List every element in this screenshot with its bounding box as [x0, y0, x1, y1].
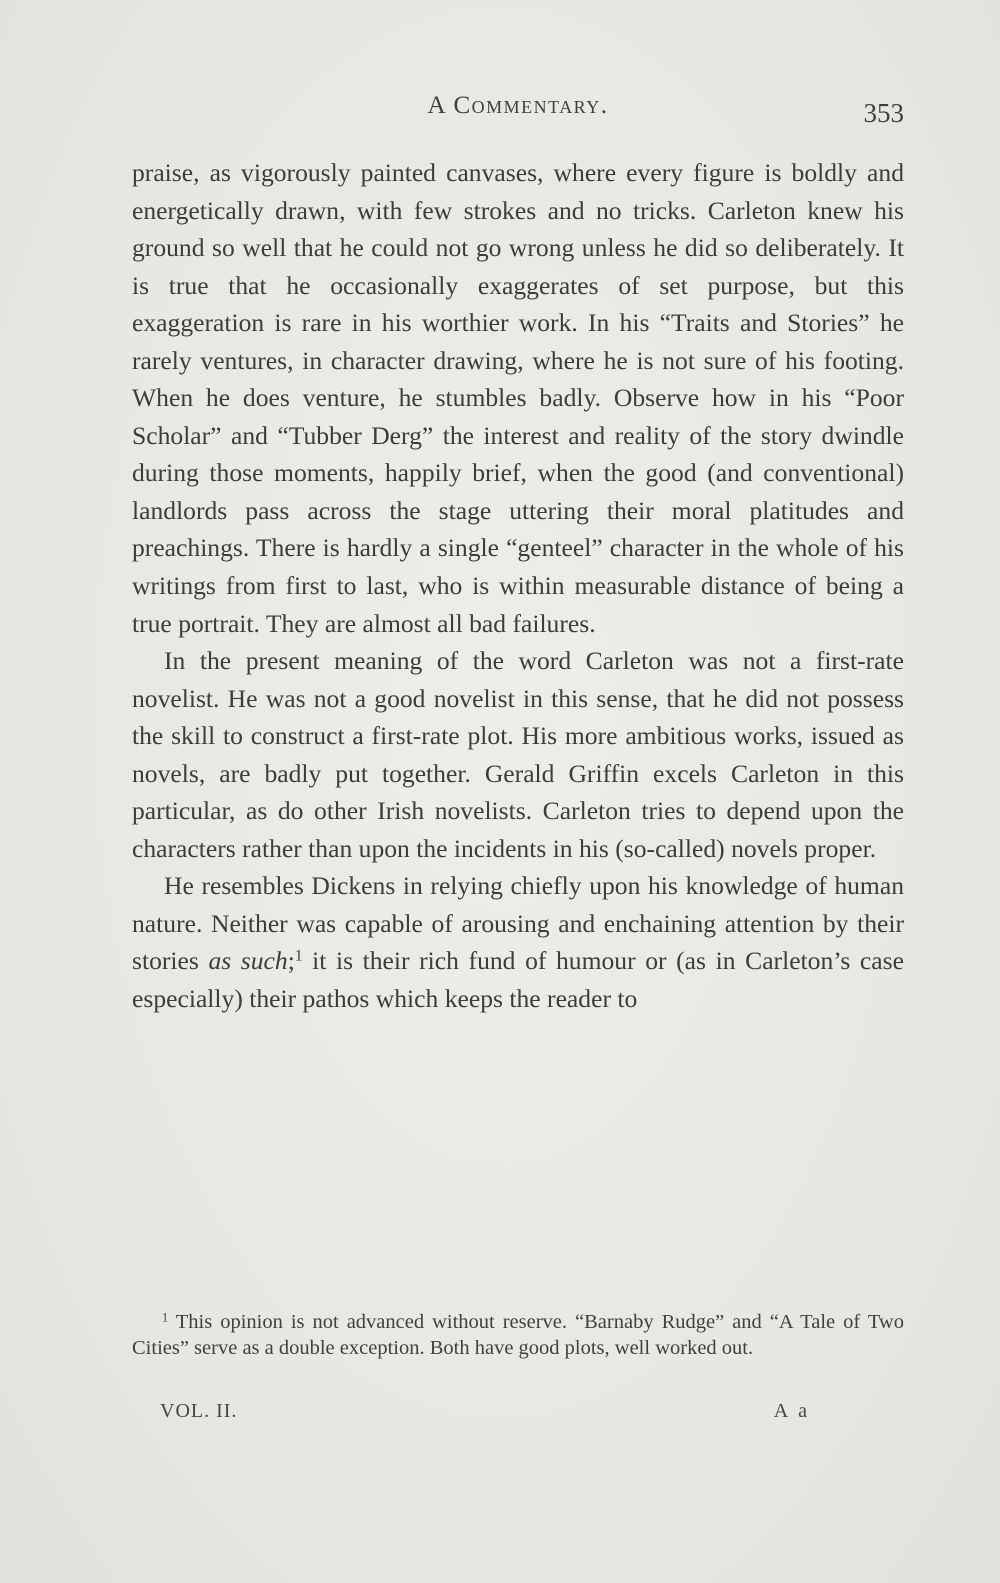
page-number: 353 [863, 98, 904, 128]
footnote [132, 1310, 904, 1361]
paragraph [132, 642, 904, 867]
body-text [132, 154, 904, 1018]
text-run: In the present meaning of the word Carleton was not a first-rate novelist. He was not a good novelist in this sense, that he did not possess the skill to construct a first-rate plot. His more ambitious works, issued as novels, are badly put together. Gerald Griffin excels Carleton in this particular, as do other Irish novelists. Carleton tries to depend upon the characters rather than upon the incidents in his (so-called) novels proper. [132, 646, 904, 863]
text-run: praise, as vigorously painted canvases, where every figure is boldly and energetically drawn, with few strokes and no tricks. Carleton knew his ground so well that he could not go wrong unless he did so deliberately. It is true that he occasionally exaggerates of set purpose, but this exaggeration is rare in his worthier work. In his “Traits and Stories” he rarely ventures, in character drawing, where he is not sure of his footing. When he does venture, he stumbles badly. Observe how in his “Poor Scholar” and “Tubber Derg” the interest and reality of the story dwindle during those moments, happily brief, when the good (and conventional) landlords pass across the stage uttering their moral platitudes and preachings. There is hardly a single “genteel” character in the whole of his writings from first to last, who is within measurable distance of being a true portrait. They are almost all bad failures. [132, 158, 904, 638]
text-run: He resembles Dickens in relying chiefly upon his knowledge of human nature. Neither was capable of arousing and enchaining attention by their stories [132, 871, 904, 976]
paragraph [132, 154, 904, 642]
running-title: A Commentary. [427, 92, 609, 119]
footnote-reference: 1 [294, 948, 303, 966]
footnote-text: This opinion is not advanced without reserve. “Barnaby Rudge” and “A Tale of Two Cities” serve as a double exception. Both have good plots, well worked out. [132, 1311, 904, 1359]
text-run: ; [287, 946, 295, 976]
running-head [132, 92, 904, 132]
text-run: it is their rich fund of humour or (as in Carleton’s case especially) their pathos which keeps the reader to [132, 946, 904, 1014]
volume-signature: VOL. II. [160, 1400, 238, 1422]
footnote-marker: 1 [162, 1310, 169, 1325]
italic-phrase: as such [208, 946, 288, 976]
signature-line [160, 1400, 810, 1434]
paragraph [132, 867, 904, 1017]
gathering-mark: A a [773, 1400, 810, 1422]
